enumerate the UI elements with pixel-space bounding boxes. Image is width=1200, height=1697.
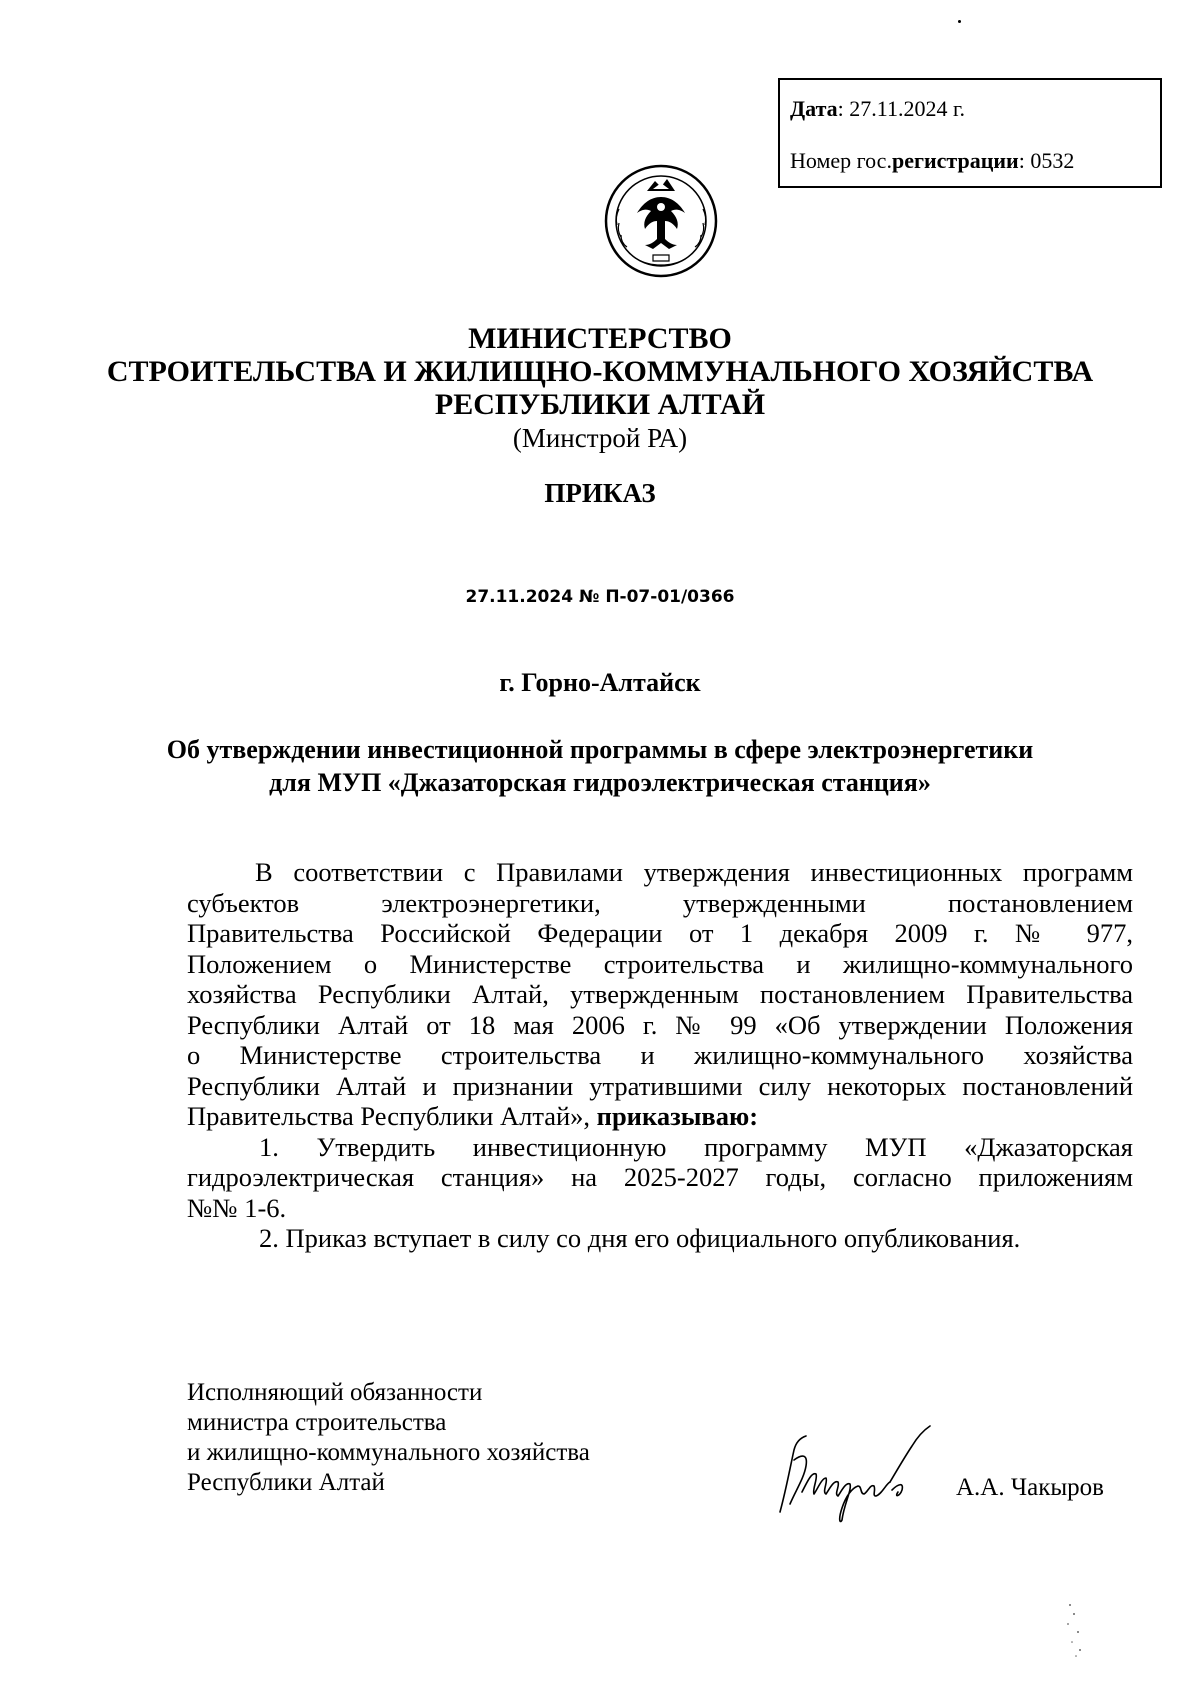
registration-number [790,150,1150,172]
body-line: Республики Алтай от 18 мая 2006 г. № 99 «Об утверждении Положения [187,1009,1133,1040]
body-line: субъектов электроэнергетики, утвержденными постановлением [187,887,1133,918]
item1-line: 1. Утвердить инвестиционную программу МУП «Джазаторская [259,1131,1133,1162]
handwritten-signature [772,1420,942,1530]
order-subject-line1: Об утверждении инвестиционной программы в сфере электроэнергетики [166,735,1034,764]
item2-line: 2. Приказ вступает в силу со дня его официального опубликования. [259,1223,1021,1253]
ministry-abbrev: (Минстрой РА) [512,423,688,453]
signatory-position [187,1378,590,1498]
coat-of-arms-emblem [603,163,719,279]
signatory-line: министра строительства [187,1409,447,1436]
item1-line: гидроэлектрическая станция» на 2025-2027 годы, согласно приложениям [187,1162,1133,1192]
order-subject-line2: для МУП «Джазаторская гидроэлектрическая станция» [269,768,931,797]
registration-number-label-bold: регистрации [891,148,1019,173]
ministry-header [0,322,1200,455]
body-line: о Министерстве строительства и жилищно-коммунального хозяйства [187,1040,1133,1070]
registration-number-value: : 0532 [1018,148,1075,173]
body-line: Правительства Российской Федерации от 1 декабря 2009 г. № 977, [187,918,1133,948]
order-number: 27.11.2024 № П-07-01/0366 [465,587,735,607]
signatory-name: А.А. Чакыров [956,1474,1104,1501]
body-line-last [187,1101,1133,1132]
ministry-title-line3: РЕСПУБЛИКИ АЛТАЙ [434,388,766,421]
body-line: Республики Алтай и признании утратившими силу некоторых постановлений [187,1070,1133,1101]
order-body [187,857,1133,1254]
ministry-title-line2: СТРОИТЕЛЬСТВА И ЖИЛИЩНО-КОММУНАЛЬНОГО ХОЗЯЙСТВА [106,355,1094,388]
city: г. Горно-Алтайск [499,668,701,697]
order-subject [0,733,1200,799]
ministry-title-line1: МИНИСТЕРСТВО [468,322,732,355]
registration-date-label: Дата [790,96,838,121]
scan-artifact-marks [1060,1600,1090,1660]
registration-number-label: Номер гос. [790,148,892,173]
order-directive: приказываю: [596,1101,759,1131]
signatory-line: Исполняющий обязанности [187,1379,483,1406]
body-line: Положением о Министерстве строительства и жилищно-коммунального [187,948,1133,979]
registration-date-value: : 27.11.2024 г. [837,96,965,121]
body-line-last-text: Правительства Республики Алтай», [187,1101,591,1131]
signatory-line: Республики Алтай [187,1469,385,1496]
body-line: В соответствии с Правилами утверждения инвестиционных программ [255,857,1133,887]
order-title: ПРИКАЗ [544,478,656,508]
registration-date [790,98,1150,120]
signatory-line: и жилищно-коммунального хозяйства [187,1439,590,1466]
registration-box [778,78,1162,188]
item1-line-last: №№ 1-6. [187,1192,287,1223]
body-line: хозяйства Республики Алтай, утвержденным постановлением Правительства [187,979,1133,1009]
scan-speck [958,20,961,23]
